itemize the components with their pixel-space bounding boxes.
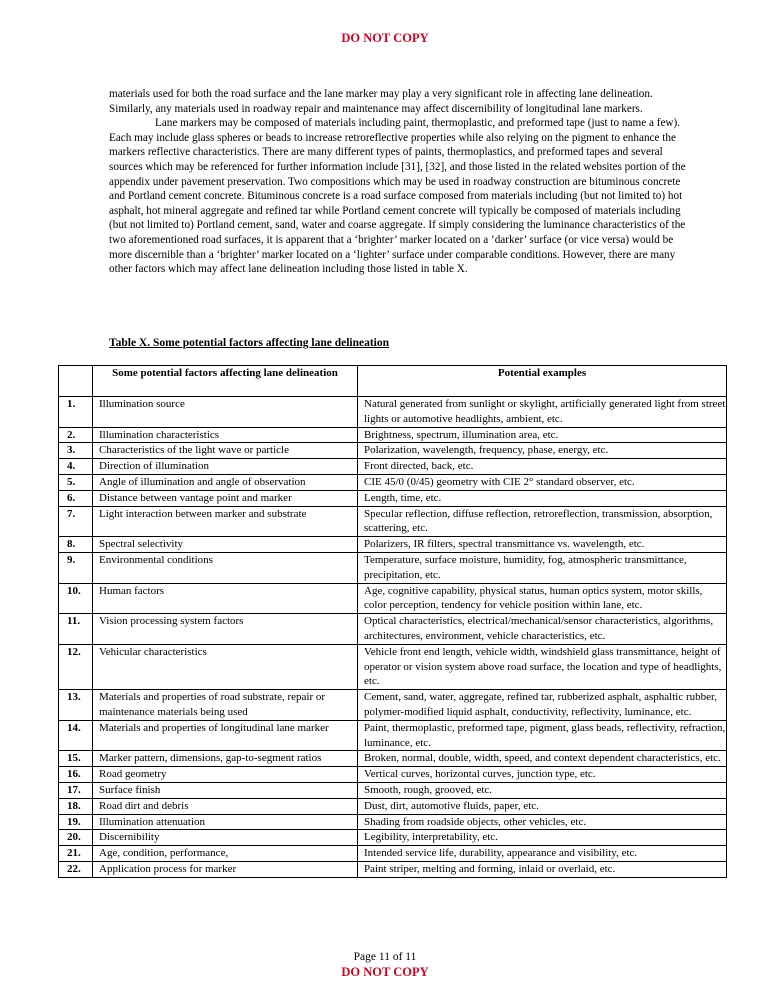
row-number: 1. bbox=[59, 397, 93, 428]
table-row bbox=[59, 537, 727, 553]
row-factor: Characteristics of the light wave or particle bbox=[93, 443, 358, 459]
row-number: 17. bbox=[59, 782, 93, 798]
row-number: 19. bbox=[59, 814, 93, 830]
row-example: Front directed, back, etc. bbox=[358, 459, 727, 475]
table-row bbox=[59, 767, 727, 783]
row-example: Optical characteristics, electrical/mechanical/sensor characteristics, algorithms, architectures, environment, vehicle characteristics, etc. bbox=[358, 614, 727, 645]
table-row bbox=[59, 474, 727, 490]
table-row bbox=[59, 690, 727, 721]
row-number: 20. bbox=[59, 830, 93, 846]
factors-table bbox=[58, 365, 727, 878]
row-number: 5. bbox=[59, 474, 93, 490]
body-text bbox=[109, 87, 694, 277]
row-number: 8. bbox=[59, 537, 93, 553]
row-factor: Illumination attenuation bbox=[93, 814, 358, 830]
row-example: Specular reflection, diffuse reflection, retroreflection, transmission, absorption, scattering, etc. bbox=[358, 506, 727, 537]
page-number: Page 11 of 11 bbox=[353, 951, 417, 963]
row-factor: Age, condition, performance, bbox=[93, 846, 358, 862]
do-not-copy-header: DO NOT COPY bbox=[341, 31, 429, 45]
table-row bbox=[59, 490, 727, 506]
row-number: 9. bbox=[59, 552, 93, 583]
row-factor: Angle of illumination and angle of observation bbox=[93, 474, 358, 490]
row-example: CIE 45/0 (0/45) geometry with CIE 2° standard observer, etc. bbox=[358, 474, 727, 490]
row-example: Length, time, etc. bbox=[358, 490, 727, 506]
row-number: 7. bbox=[59, 506, 93, 537]
row-factor: Materials and properties of longitudinal lane marker bbox=[93, 720, 358, 751]
row-example: Cement, sand, water, aggregate, refined tar, rubberized asphalt, asphaltic rubber, polymer-modified liquid asphalt, conductivity, reflectivity, luminance, etc. bbox=[358, 690, 727, 721]
table-row bbox=[59, 614, 727, 645]
table-row bbox=[59, 751, 727, 767]
table-row bbox=[59, 583, 727, 614]
row-example: Dust, dirt, automotive fluids, paper, etc. bbox=[358, 798, 727, 814]
row-number: 15. bbox=[59, 751, 93, 767]
row-number: 13. bbox=[59, 690, 93, 721]
row-factor: Spectral selectivity bbox=[93, 537, 358, 553]
row-factor: Distance between vantage point and marker bbox=[93, 490, 358, 506]
row-example: Paint, thermoplastic, preformed tape, pigment, glass beads, reflectivity, refraction, luminance, etc. bbox=[358, 720, 727, 751]
table-row bbox=[59, 397, 727, 428]
table-row bbox=[59, 427, 727, 443]
row-number: 6. bbox=[59, 490, 93, 506]
row-factor: Application process for marker bbox=[93, 861, 358, 877]
row-example: Smooth, rough, grooved, etc. bbox=[358, 782, 727, 798]
header-examples: Potential examples bbox=[358, 366, 727, 397]
table-row bbox=[59, 846, 727, 862]
row-example: Paint striper, melting and forming, inlaid or overlaid, etc. bbox=[358, 861, 727, 877]
row-factor: Direction of illumination bbox=[93, 459, 358, 475]
table-row bbox=[59, 506, 727, 537]
table-row bbox=[59, 459, 727, 475]
row-number: 18. bbox=[59, 798, 93, 814]
row-number: 10. bbox=[59, 583, 93, 614]
paragraph-2: Lane markers may be composed of materials including paint, thermoplastic, and preformed tape (just to name a few). Each may include glass spheres or beads to increase retroreflective properties while also relying on the pigment to enhance the markers reflective characteristics. There are many different types of paints, thermoplastics, and preformed tapes and several sources which may be referenced for further information include [31], [32], and those listed in the related websites portion of the appendix under pavement preservation. Two compositions which may be used in roadway construction are bituminous concrete and Portland cement concrete. Bituminous concrete is a road surface composed from materials including (but not limited to) hot asphalt, hot mineral aggregate and refined tar while Portland cement concrete will typically be composed of materials including (but not limited to) Portland cement, sand, water and coarse aggregate. If simply considering the luminance characteristics of the two aforementioned road surfaces, it is apparent that a ‘brighter’ marker located on a ‘darker’ surface (or vice versa) would be more discernible than a ‘brighter’ marker located on a ‘lighter’ surface under comparable conditions. However, there are many other factors which may affect lane delineation including those listed in table X. bbox=[109, 117, 686, 276]
row-example: Vehicle front end length, vehicle width, windshield glass transmittance, height of operator or vision system above road surface, the location and type of headlights, etc. bbox=[358, 644, 727, 689]
table-title: Table X. Some potential factors affecting lane delineation bbox=[109, 337, 390, 349]
row-factor: Discernibility bbox=[93, 830, 358, 846]
table-body bbox=[59, 397, 727, 878]
row-factor: Human factors bbox=[93, 583, 358, 614]
row-example: Polarization, wavelength, frequency, phase, energy, etc. bbox=[358, 443, 727, 459]
do-not-copy-footer: DO NOT COPY bbox=[341, 965, 429, 979]
row-example: Temperature, surface moisture, humidity, fog, atmospheric transmittance, precipitation, etc. bbox=[358, 552, 727, 583]
row-example: Intended service life, durability, appearance and visibility, etc. bbox=[358, 846, 727, 862]
header-factors: Some potential factors affecting lane delineation bbox=[93, 366, 358, 397]
table-row bbox=[59, 720, 727, 751]
row-factor: Illumination characteristics bbox=[93, 427, 358, 443]
table-header-row bbox=[59, 366, 727, 397]
header-number-cell bbox=[59, 366, 93, 397]
row-factor: Environmental conditions bbox=[93, 552, 358, 583]
row-example: Shading from roadside objects, other vehicles, etc. bbox=[358, 814, 727, 830]
row-factor: Marker pattern, dimensions, gap-to-segment ratios bbox=[93, 751, 358, 767]
row-number: 14. bbox=[59, 720, 93, 751]
row-factor: Vision processing system factors bbox=[93, 614, 358, 645]
row-number: 21. bbox=[59, 846, 93, 862]
table-row bbox=[59, 861, 727, 877]
row-number: 2. bbox=[59, 427, 93, 443]
row-number: 12. bbox=[59, 644, 93, 689]
table-row bbox=[59, 782, 727, 798]
table-row bbox=[59, 814, 727, 830]
row-example: Polarizers, IR filters, spectral transmittance vs. wavelength, etc. bbox=[358, 537, 727, 553]
row-factor: Road dirt and debris bbox=[93, 798, 358, 814]
row-number: 4. bbox=[59, 459, 93, 475]
row-factor: Light interaction between marker and substrate bbox=[93, 506, 358, 537]
row-factor: Surface finish bbox=[93, 782, 358, 798]
row-example: Broken, normal, double, width, speed, and context dependent characteristics, etc. bbox=[358, 751, 727, 767]
table-row bbox=[59, 552, 727, 583]
row-factor: Materials and properties of road substrate, repair or maintenance materials being used bbox=[93, 690, 358, 721]
row-number: 3. bbox=[59, 443, 93, 459]
row-example: Vertical curves, horizontal curves, junction type, etc. bbox=[358, 767, 727, 783]
row-example: Brightness, spectrum, illumination area, etc. bbox=[358, 427, 727, 443]
row-example: Natural generated from sunlight or skylight, artificially generated light from street lights or automotive headlights, ambient, etc. bbox=[358, 397, 727, 428]
table-row bbox=[59, 644, 727, 689]
paragraph-1: materials used for both the road surface and the lane marker may play a very significant role in affecting lane delineation. Similarly, any materials used in roadway repair and maintenance may affect discernibility of longitudinal lane markers. bbox=[109, 88, 653, 115]
row-number: 22. bbox=[59, 861, 93, 877]
row-number: 11. bbox=[59, 614, 93, 645]
row-example: Age, cognitive capability, physical status, human optics system, motor skills, color perception, tendency for vehicle position within lane, etc. bbox=[358, 583, 727, 614]
table-row bbox=[59, 443, 727, 459]
row-factor: Road geometry bbox=[93, 767, 358, 783]
table-row bbox=[59, 830, 727, 846]
row-example: Legibility, interpretability, etc. bbox=[358, 830, 727, 846]
table-row bbox=[59, 798, 727, 814]
row-factor: Vehicular characteristics bbox=[93, 644, 358, 689]
row-factor: Illumination source bbox=[93, 397, 358, 428]
row-number: 16. bbox=[59, 767, 93, 783]
